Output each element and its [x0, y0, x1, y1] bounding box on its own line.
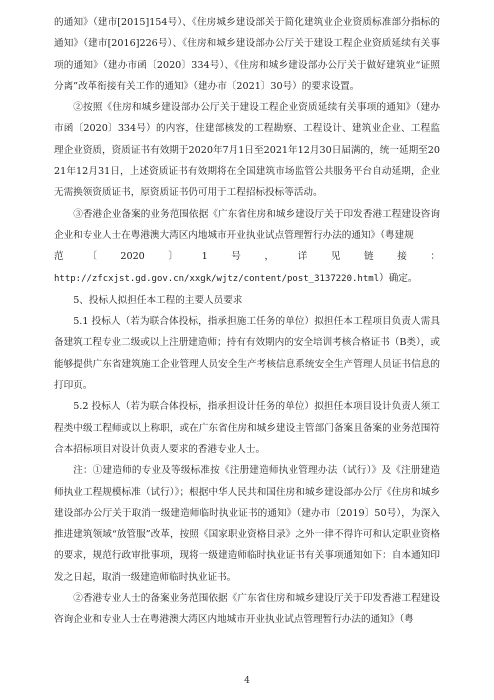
ref-token: 接	[397, 251, 407, 263]
ref-token: 范	[54, 251, 64, 263]
note-paragraph-1: 注：①建造师的专业及等级标准按《注册建造师执业管理办法（试行）》及《注册建造师执业工程规模标准（试行）》；根据中华人民共和国住房和城乡建设部办公厅《住房和城乡建设部办公厅关于取消一级建造师临时执业证书的通知》（建办市〔2019〕50号），为深入推进建筑领域“放管服”改革，按照《国家职业资格目录》之外一律不得许可和认定职业资格的要求，规范行政审批事项，现将一级建造师临时执业证书有关事项通知如下：自本通知印发之日起，取消一级建造师临时执业证书。	[54, 465, 440, 583]
ref-token: ：	[430, 251, 440, 263]
ref-token: 〔	[87, 251, 97, 263]
page-number: 4	[244, 676, 250, 686]
ref-token: 见	[330, 251, 341, 263]
reference-url: http://zfcxjst.gd.gov.cn/xxgk/wjtz/content/post_3137220.html	[54, 273, 380, 284]
paragraph-5-2: 5.2 投标人（若为联合体投标，指承担设计任务的单位）拟担任本项目设计负责人须工程类中级工程师或以上称职，或在广东省住房和城乡建设主管部门备案且备案的业务范围符合本招标项目对设计负责人要求的香港专业人士。	[54, 401, 440, 455]
url-line	[54, 268, 440, 290]
ref-token: 详	[297, 251, 308, 263]
paragraph-qualification-extension: ②按照《住房和城乡建设部办公厅关于建设工程企业资质延续有关事项的通知》（建办市函〔2020〕334号）的内容，住建部核发的工程勘察、工程设计、建筑业企业、工程监理企业资质，资质证书有效期于2020年7月1日至2021年12月30日届满的，统一延期至2021年12月31日，上述资质证书有效期将在全国建筑市场监管公共服务平台自动延期，企业无需换领资质证书，原资质证书仍可用于工程招标投标等活动。	[54, 102, 440, 199]
ref-token: 1	[201, 251, 208, 263]
url-tail: ）确定。	[379, 272, 418, 284]
ref-token: 链	[364, 251, 374, 263]
section-heading-personnel: 5、投标人拟担任本工程的主要人员要求	[73, 294, 243, 306]
spaced-reference-line	[54, 246, 440, 267]
ref-token: ，	[264, 251, 275, 263]
ref-token: 号	[231, 251, 241, 263]
paragraph-hongkong-enterprise: ③香港企业备案的业务范围依据《广东省住房和城乡建设厅关于印发香港工程建设咨询企业和专业人士在粤港澳大湾区内地城市开业执业试点管理暂行办法的通知》（粤建规	[54, 208, 440, 241]
note-paragraph-2: ②香港专业人士的备案业务范围依据《广东省住房和城乡建设厅关于印发香港工程建设咨询企业和专业人士在粤港澳大湾区内地城市开业执业试点管理暂行办法的通知》（粤	[54, 593, 440, 626]
ref-token: 2020	[120, 251, 145, 263]
paragraph-requirements-continued: 的通知》（建市[2015]154号）、《住房城乡建设部关于简化建筑业企业资质标准部分指标的通知》（建市[2016]226号）、《住房和城乡建设部办公厅关于建设工程企业资质延续有关事项的通知》（建办市函〔2020〕334号）、《住房和城乡建设部办公厅关于做好建筑业“证照分离”改革衔接有关工作的通知》（建办市〔2021〕30号）的要求设置。	[54, 17, 440, 92]
paragraph-5-1: 5.1 投标人（若为联合体投标，指承担施工任务的单位）拟担任本工程项目负责人需具备建筑工程专业二级或以上注册建造师；持有有效期内的安全培训考核合格证书（B类），或能够提供广东省建筑施工企业管理人员安全生产考核信息系统安全生产管理人员证书信息的打印页。	[54, 316, 440, 392]
ref-token: 〕	[168, 251, 178, 263]
